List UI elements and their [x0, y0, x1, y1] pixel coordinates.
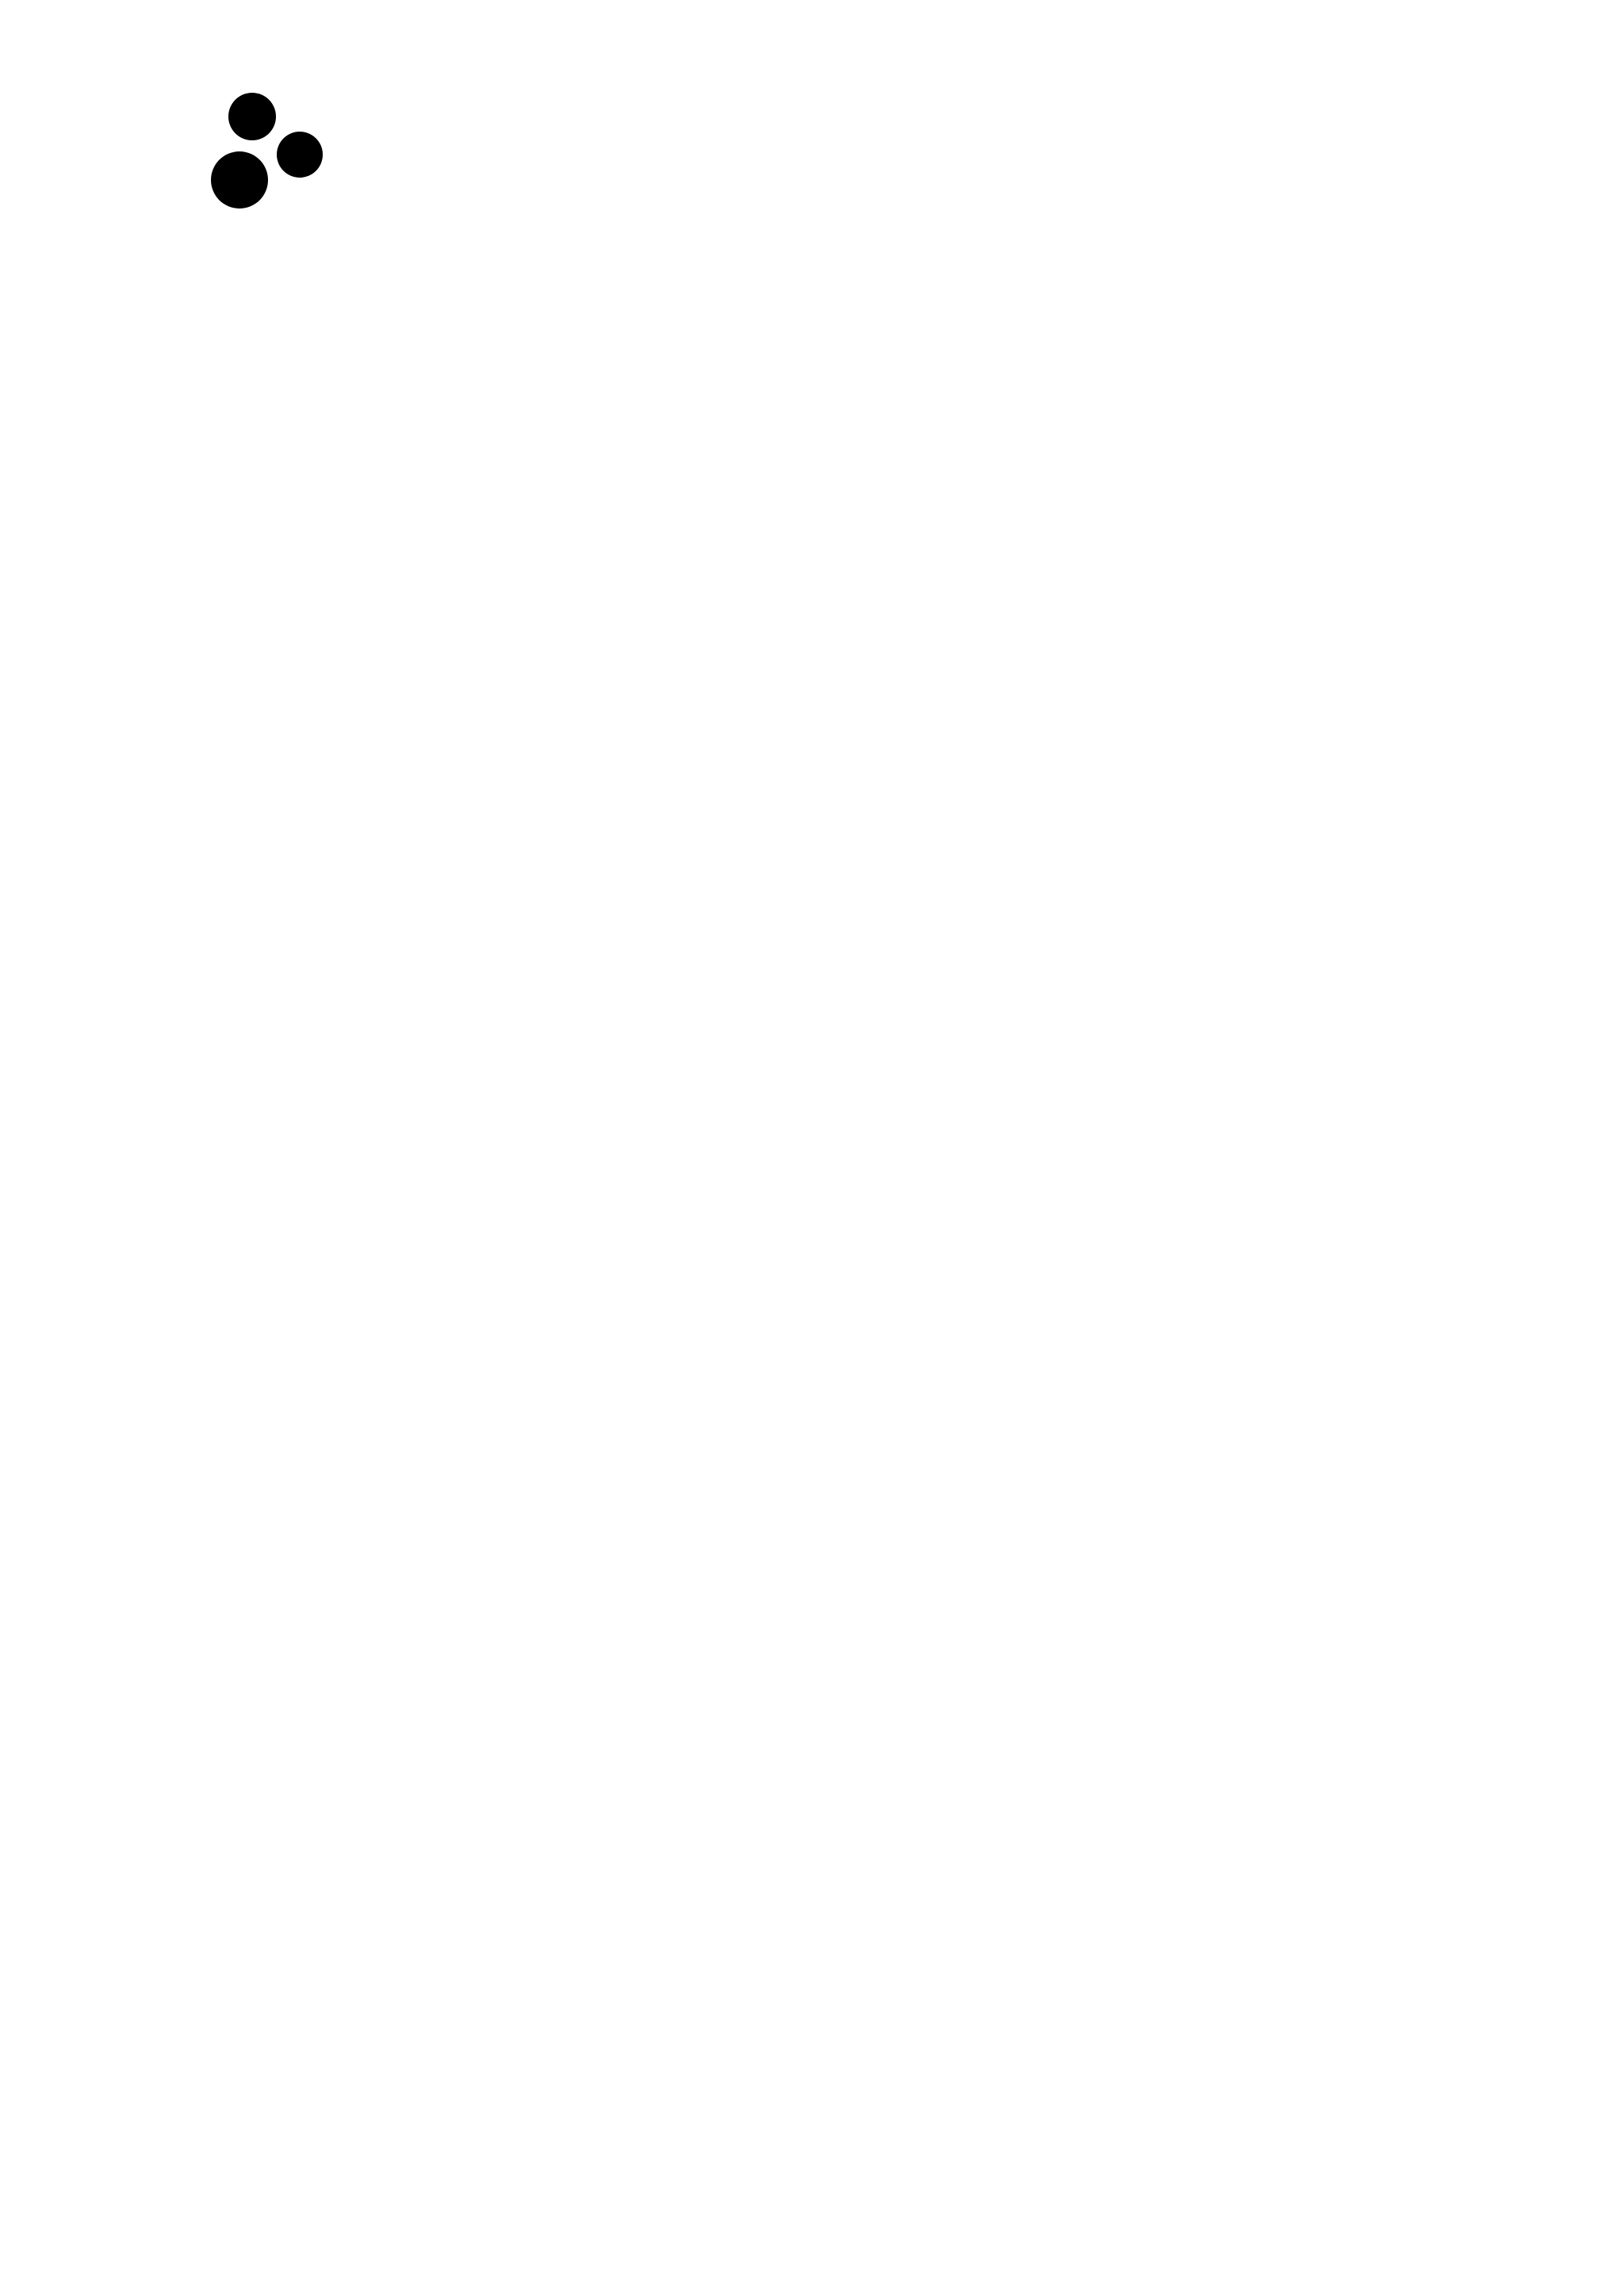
logo-dot: [228, 93, 276, 140]
smartcities-logo: [75, 87, 519, 301]
logo-dots-icon: [75, 87, 519, 214]
logo-dot: [277, 132, 323, 178]
logo-dot: [211, 151, 268, 209]
